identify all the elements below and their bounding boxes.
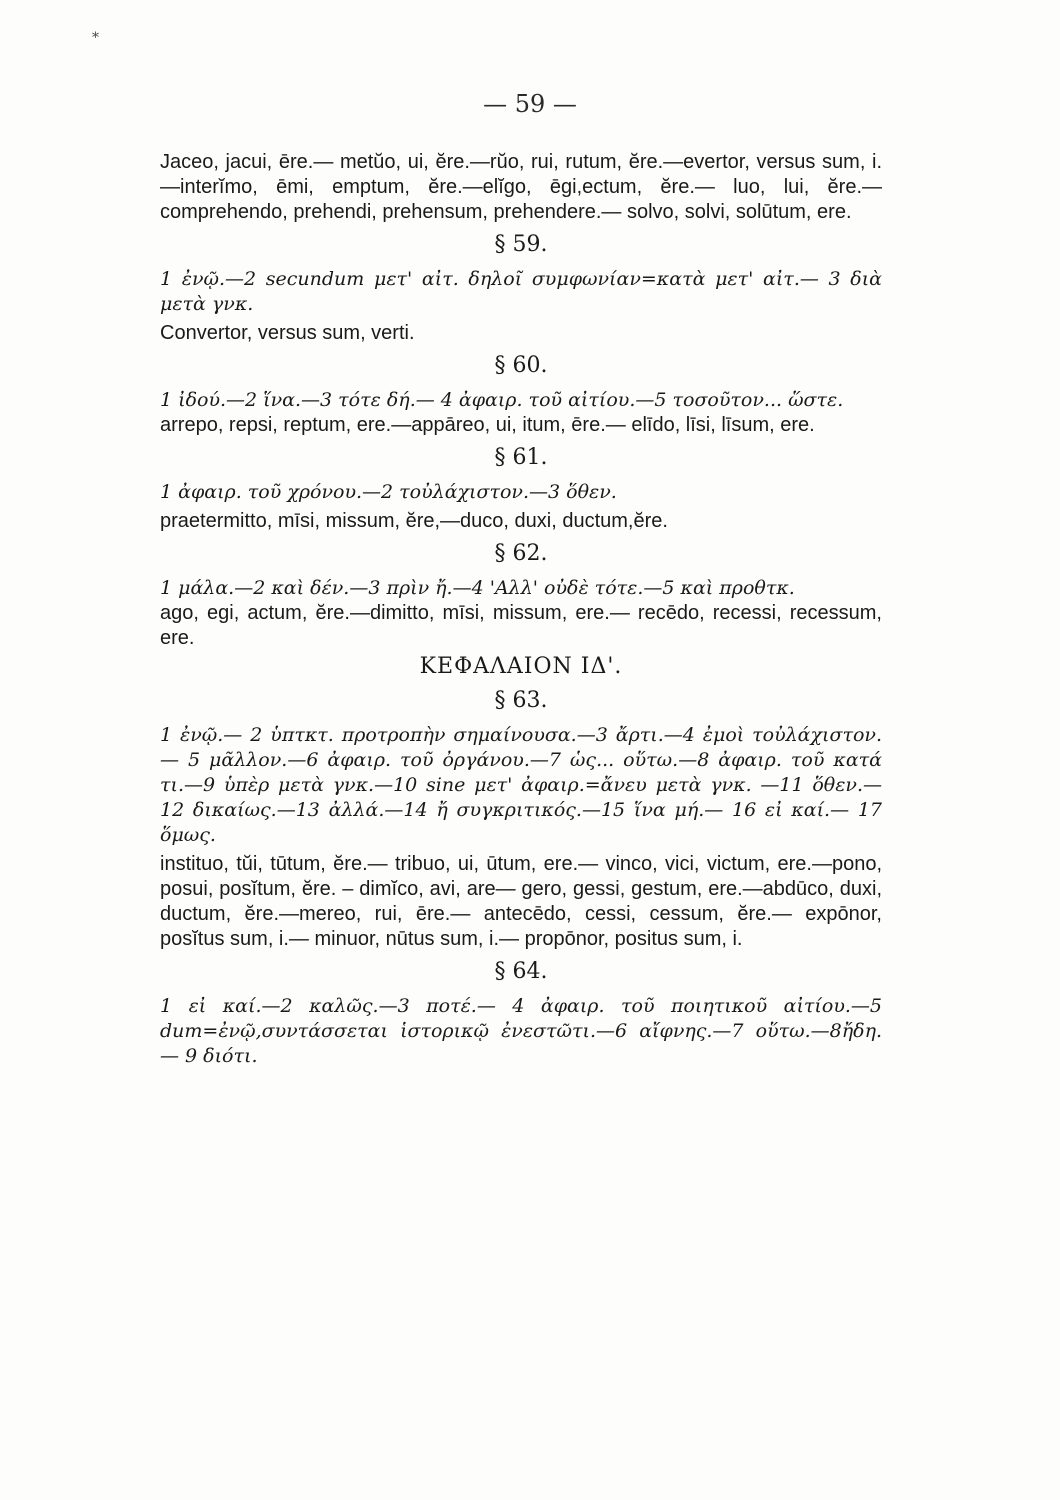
greek-notes-61: 1 ἀφαιρ. τοῦ χρόνου.—2 τοὐλάχιστον.—3 ὅθεν.	[160, 481, 617, 503]
greek-notes-62: 1 μάλα.—2 καὶ δέν.—3 πρὶν ἤ.—4 'Αλλ' οὐδὲ τότε.—5 καὶ προθτκ.	[160, 577, 795, 599]
chapter-heading: ΚΕΦΑΛΑΙΟΝ ΙΔ'.	[419, 654, 623, 679]
page-content	[160, 150, 882, 1069]
section-heading-61: § 61.	[494, 445, 548, 470]
section-heading-62: § 62.	[494, 541, 548, 566]
vocabulary-paragraph-62: ago, egi, actum, ĕre.—dimitto, mīsi, missum, ere.— recēdo, recessi, recessum, ere.	[160, 602, 882, 649]
section-heading-64: § 64.	[494, 959, 548, 984]
vocabulary-paragraph-59: Convertor, versus sum, verti.	[160, 322, 415, 344]
vocabulary-paragraph-intro: Jaceo, jacui, ēre.— metŭo, ui, ĕre.—rŭo, rui, rutum, ĕre.—evertor, versus sum, i.—interĭmo, ēmi, emptum, ĕre.—elĭgo, ēgi,ectum, ĕre.— luo, lui, ĕre.—comprehendo, prehendi, prehensum, prehendere.— solvo, solvi, solūtum, ere.	[160, 151, 882, 223]
vocabulary-paragraph-61: praetermitto, mīsi, missum, ĕre,—duco, duxi, ductum,ĕre.	[160, 510, 668, 532]
vocabulary-paragraph-63: instituo, tŭi, tūtum, ĕre.— tribuo, ui, ūtum, ere.— vinco, vici, victum, ere.—pono, posui, posĭtum, ĕre. – dimĭco, avi, are— gero, gessi, gestum, ere.—abdūco, duxi, ductum, ĕre.—mereo, rui, ēre.— antecēdo, cessi, cessum, ĕre.— expōnor, posĭtus sum, i.— minuor, nūtus sum, i.— propōnor, positus sum, i.	[160, 853, 882, 950]
greek-notes-64: 1 εἰ καί.—2 καλῶς.—3 ποτέ.— 4 ἀφαιρ. τοῦ ποιητικοῦ αἰτίου.—5 dum=ἐνῷ,συντάσσεται ἱστορικῷ ἐνεστῶτι.—6 αἴφνης.—7 οὕτω.—8ἤδη. — 9 διότι.	[160, 995, 882, 1067]
section-heading-60: § 60.	[494, 353, 548, 378]
section-heading-63: § 63.	[494, 688, 548, 713]
greek-notes-59: 1 ἐνῷ.—2 secundum μετ' αἰτ. δηλοῖ συμφωνίαν=κατὰ μετ' αἰτ.— 3 διὰ μετὰ γνκ.	[160, 268, 882, 315]
vocabulary-paragraph-60: arrepo, repsi, reptum, ere.—appāreo, ui, itum, ēre.— elīdo, līsi, līsum, ere.	[160, 414, 815, 436]
corner-mark: *	[92, 30, 99, 46]
page-number: — 59 —	[483, 90, 577, 118]
section-heading-59: § 59.	[494, 232, 548, 257]
greek-notes-63: 1 ἐνῷ.— 2 ὑπτκτ. προτροπὴν σημαίνουσα.—3 ἄρτι.—4 ἐμοὶ τοὐλάχιστον. — 5 μᾶλλον.—6 ἀφαιρ. τοῦ ὀργάνου.—7 ὡς... οὕτω.—8 ἀφαιρ. τοῦ κατά τι.—9 ὑπὲρ μετὰ γνκ.—10 sine μετ' ἀφαιρ.=ἄνευ μετὰ γνκ. —11 ὅθεν.— 12 δικαίως.—13 ἀλλά.—14 ἤ συγκριτικός.—15 ἵνα μή.— 16 εἰ καί.— 17 ὅμως.	[160, 724, 882, 846]
greek-notes-60: 1 ἰδού.—2 ἵνα.—3 τότε δή.— 4 ἀφαιρ. τοῦ αἰτίου.—5 τοσοῦτον... ὥστε.	[160, 389, 844, 411]
